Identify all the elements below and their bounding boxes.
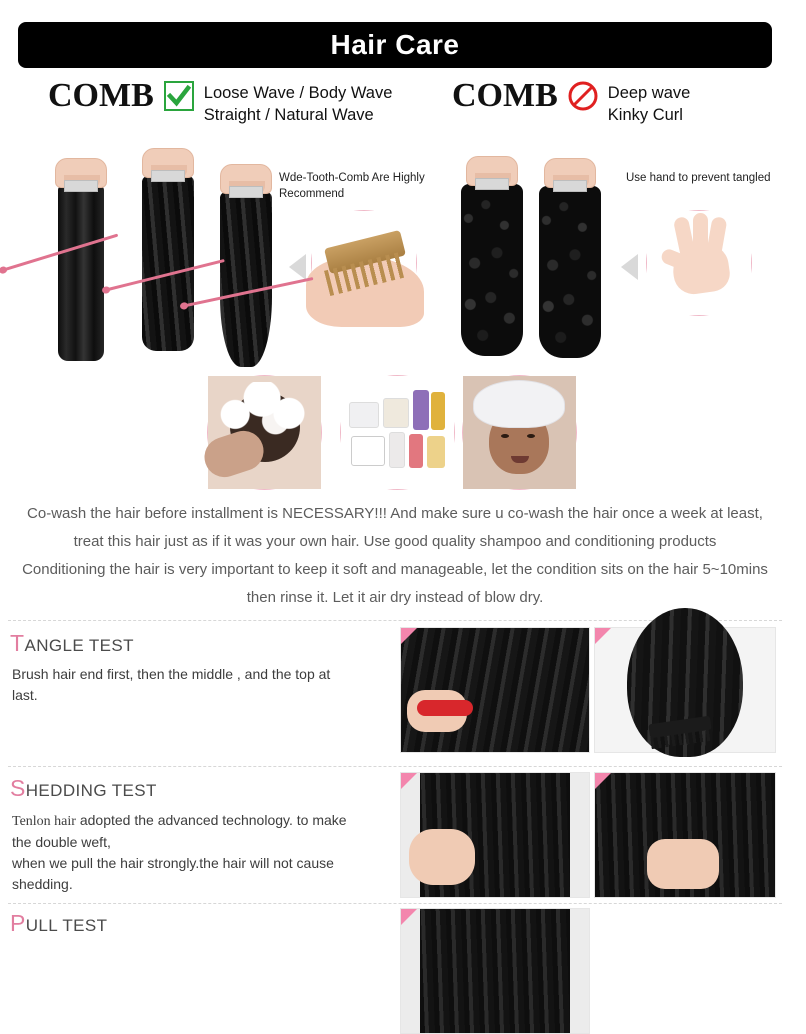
shedding-test-title [10, 775, 157, 802]
natural-wave-hair-texture [142, 176, 194, 351]
shampoo-foam-shape [216, 382, 312, 436]
pull-test-title [10, 910, 107, 937]
kinky-curl-hair-texture [539, 186, 601, 358]
comb-not-allowed-block [452, 78, 690, 126]
tangle-test-body [12, 664, 382, 706]
tangle-test-line-1: Brush hair end first, then the middle , and the top at [12, 666, 331, 682]
hand-illustration [647, 211, 751, 315]
shedding-test-line-2: the double weft, [12, 834, 111, 850]
section-divider [8, 903, 782, 904]
use-hand-photo [646, 210, 752, 316]
red-brush-icon [417, 700, 473, 716]
comb-illustration [312, 211, 416, 315]
comb-allowed-block [48, 78, 392, 126]
comb-recommend-line-1: Wde-Tooth-Comb Are Highly [279, 172, 425, 184]
comb-recommend-caption [279, 170, 439, 202]
co-wash-line-2: treat this hair just as if it was your own hair. Use good quality shampoo and conditioning products [73, 533, 717, 550]
tangle-test-photo-1 [400, 627, 590, 753]
co-wash-line-1: Co-wash the hair before installment is NECESSARY!!! And make sure u co-wash the hair once a week at least, [27, 505, 763, 522]
product-bottle [427, 436, 445, 468]
brand-name: Tenlon hair [12, 814, 76, 829]
shower-cap-photo [462, 375, 577, 490]
co-wash-line-3: Conditioning the hair is very important to keep it soft and manageable, let the condition sits on the hair 5~10mins [22, 561, 768, 578]
pink-corner-marker [401, 909, 417, 925]
hair-photo [401, 909, 589, 1033]
shedding-test-line-4: shedding. [12, 876, 73, 892]
product-jar [349, 402, 379, 428]
comb-allowed-word: COMB [48, 77, 154, 114]
shedding-test-body [12, 810, 397, 895]
product-bottle [409, 434, 423, 468]
comb-legend-row [0, 78, 790, 138]
wide-tooth-comb-photo [311, 210, 417, 316]
comb-recommend-line-2: Recommend [279, 188, 345, 200]
comb-not-allowed-line-1: Deep wave [607, 84, 691, 102]
comb-not-allowed-line-2: Kinky Curl [607, 106, 683, 124]
bundle-clip [553, 180, 587, 192]
comb-not-allowed-types [608, 78, 691, 126]
co-wash-instructions [14, 500, 776, 612]
arrow-left-icon [289, 254, 306, 280]
comb-not-allowed-word: COMB [452, 77, 558, 114]
woman-shower-cap-illustration [463, 376, 576, 489]
straight-hair-texture [58, 186, 104, 361]
shedding-test-line-3: when we pull the hair strongly.the hair will not cause [12, 855, 334, 871]
pink-corner-marker [401, 628, 417, 644]
pull-test-title-rest: ULL TEST [25, 916, 108, 935]
product-bottle [413, 390, 429, 430]
hair-fall-shape [420, 909, 570, 1033]
bundle-clip [475, 178, 509, 190]
shower-cap-shape [473, 380, 565, 428]
shedding-test-title-initial: S [10, 775, 26, 801]
shedding-test-title-rest: HEDDING TEST [25, 781, 157, 800]
bundle-straight [33, 158, 129, 363]
co-wash-line-4: then rinse it. Let it air dry instead of blow dry. [246, 589, 544, 606]
pull-test-photo-1 [400, 908, 590, 1034]
product-bottle [431, 392, 445, 430]
product-jar [351, 436, 385, 466]
use-hand-caption: Use hand to prevent tangled [626, 172, 771, 184]
body-wave-hair-texture [220, 192, 272, 367]
green-check-icon [164, 81, 194, 111]
bundle-clip [151, 170, 185, 182]
products-illustration [341, 376, 454, 489]
pull-test-title-initial: P [10, 910, 26, 936]
hair-bundles-strip [0, 142, 790, 367]
deep-wave-hair-texture [461, 184, 523, 356]
bundle-clip [229, 186, 263, 198]
eye-shape [527, 434, 535, 438]
hand-shape [647, 839, 719, 889]
tangle-test-photo-2 [594, 627, 776, 753]
tangle-test-title [10, 630, 134, 657]
arrow-left-icon [621, 254, 638, 280]
product-bottle [389, 432, 405, 468]
product-jar [383, 398, 409, 428]
shedding-test-photo-2 [594, 772, 776, 898]
comb-allowed-line-1: Loose Wave / Body Wave [203, 84, 393, 102]
comb-allowed-types [204, 78, 393, 126]
hand-shape [409, 829, 475, 885]
pink-corner-marker [401, 773, 417, 789]
tangle-test-title-initial: T [10, 630, 25, 656]
bundle-kinky-curl [520, 158, 620, 366]
page-title-banner [18, 22, 772, 68]
washing-hair-illustration [208, 376, 321, 489]
bundle-clip [64, 180, 98, 192]
tangle-test-line-2: last. [12, 687, 38, 703]
eye-shape [501, 434, 509, 438]
hair-products-photo [340, 375, 455, 490]
comb-allowed-line-2: Straight / Natural Wave [203, 106, 374, 124]
page-title: Hair Care [330, 29, 460, 60]
finger-shape [693, 213, 708, 255]
co-wash-photo [207, 375, 322, 490]
shedding-test-line-1 [12, 810, 397, 832]
pink-corner-marker [595, 773, 611, 789]
shedding-test-line-1-rest: adopted the advanced technology. to make [75, 812, 347, 828]
section-divider [8, 766, 782, 767]
pink-corner-marker [595, 628, 611, 644]
red-prohibition-icon [568, 81, 598, 111]
shedding-test-photo-1 [400, 772, 590, 898]
tangle-test-title-rest: ANGLE TEST [24, 636, 134, 655]
